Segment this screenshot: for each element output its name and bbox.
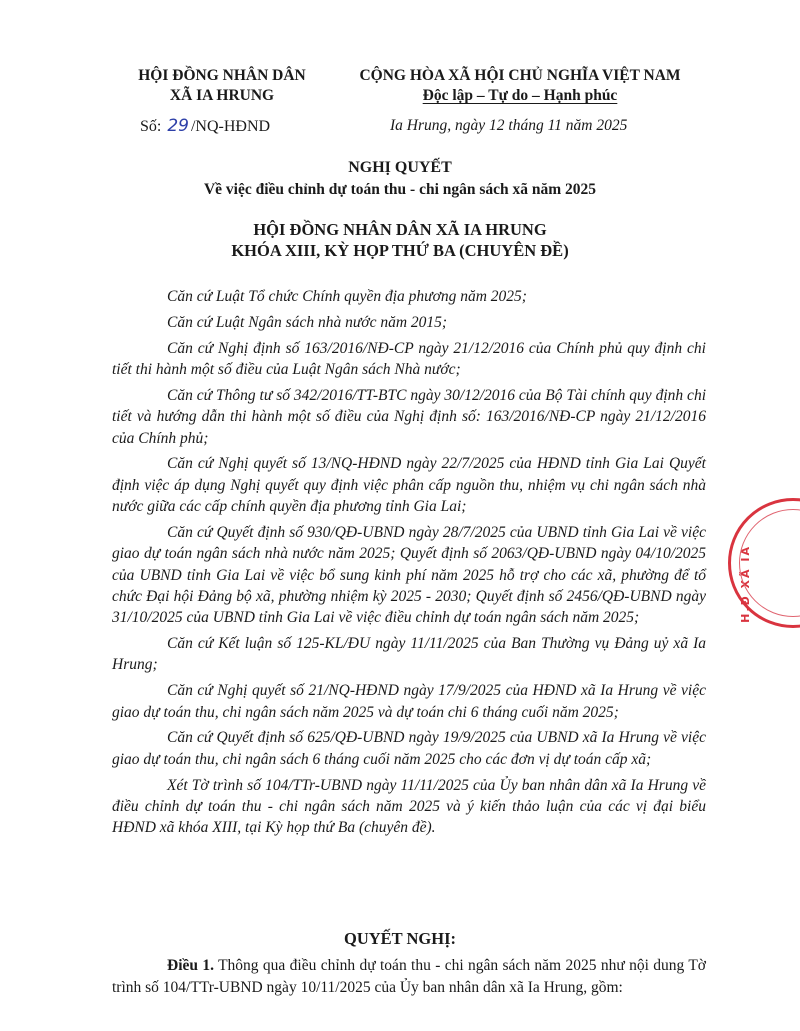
article-1 [112, 955, 706, 998]
council-name: HỘI ĐỒNG NHÂN DÂN XÃ IA HRUNG [253, 220, 547, 239]
legal-basis-item: Căn cứ Nghị quyết số 21/NQ-HĐND ngày 17/9/2025 của HĐND xã Ia Hrung về việc giao dự toán thu, chi ngân sách năm 2025 và dự toán chi 6 tháng cuối năm 2025; [112, 682, 706, 721]
document-number-prefix: Số: [140, 118, 162, 135]
document-number-handwritten: 29 [167, 116, 189, 136]
national-motto: Độc lập – Tự do – Hạnh phúc [422, 87, 618, 104]
article-1-label: Điều 1. [167, 957, 214, 974]
article-1-text: Thông qua điều chỉnh dự toán thu - chi ngân sách năm 2025 như nội dung Tờ trình số 104/TTr-UBND ngày 10/11/2025 của Ủy ban nhân dân xã Ia Hrung, gồm: [112, 957, 707, 996]
national-header [330, 66, 710, 106]
document-date: Ia Hrung, ngày 12 tháng 11 năm 2025 [390, 117, 628, 134]
legal-basis-item: Căn cứ Quyết định số 930/QĐ-UBND ngày 28/7/2025 của UBND tỉnh Gia Lai về việc giao dự toán ngân sách nhà nước năm 2025; Quyết định số 2063/QĐ-UBND ngày 04/10/2025 của UBND tỉnh Gia Lai về việc bổ sung kinh phí năm 2025 hỗ trợ cho các xã, phường để tổ chức Đại hội Đảng bộ xã, phường nhiệm kỳ 2025 - 2030; Quyết định số 2456/QĐ-UBND ngày 31/10/2025 của UBND tỉnh Gia Lai về việc điều chỉnh dự toán ngân sách năm 2025; [112, 523, 706, 627]
council-title [0, 219, 800, 261]
legal-basis-item: Căn cứ Nghị quyết số 13/NQ-HĐND ngày 22/7/2025 của HĐND tỉnh Gia Lai Quyết định việc áp dụng Nghị quyết quy định việc phân cấp nguồn thu, nhiệm vụ chi ngân sách nhà nước giữa các cấp chính quyền địa phương tỉnh Gia Lai; [112, 455, 706, 516]
national-name: CỘNG HÒA XÃ HỘI CHỦ NGHĨA VIỆT NAM [359, 67, 681, 84]
council-session: KHÓA XIII, KỲ HỌP THỨ BA (CHUYÊN ĐỀ) [231, 241, 569, 260]
legal-basis-item: Căn cứ Quyết định số 625/QĐ-UBND ngày 19/9/2025 của UBND xã Ia Hrung về việc giao dự toán thu, chi ngân sách 6 tháng cuối năm 2025 cho các đơn vị dự toán cấp xã; [112, 729, 706, 768]
document-number [140, 116, 270, 136]
legal-basis-item: Căn cứ Kết luận số 125-KL/ĐU ngày 11/11/2025 của Ban Thường vụ Đảng uỷ xã Ia Hrung; [112, 635, 706, 674]
seal-text: H.Đ XÃ IA [739, 545, 752, 623]
document-number-suffix: /NQ-HĐND [190, 118, 271, 135]
legal-basis-item: Xét Tờ trình số 104/TTr-UBND ngày 11/11/2025 của Ủy ban nhân dân xã Ia Hrung về điều chỉnh dự toán thu - chi ngân sách năm 2025 và ý kiến thảo luận của các vị đại biểu HĐND xã khóa XIII, tại Kỳ họp thứ Ba (chuyên đề). [112, 776, 706, 837]
legal-basis-item: Căn cứ Nghị định số 163/2016/NĐ-CP ngày 21/12/2016 của Chính phủ quy định chi tiết thi hành một số điều của Luật Ngân sách Nhà nước; [112, 339, 706, 379]
issuer-header [112, 66, 332, 106]
legal-basis-item: Căn cứ Thông tư số 342/2016/TT-BTC ngày 30/12/2016 của Bộ Tài chính quy định chi tiết và hướng dẫn thi hành một số điều của Nghị định số: 163/2016/NĐ-CP ngày 21/12/2016 của Chính phủ; [112, 386, 706, 447]
document-type: NGHỊ QUYẾT [348, 159, 452, 176]
document-subject: Về việc điều chỉnh dự toán thu - chi ngân sách xã năm 2025 [203, 181, 597, 198]
decision-heading: QUYẾT NGHỊ: [343, 929, 456, 948]
legal-bases [112, 286, 706, 843]
legal-basis-item: Căn cứ Luật Ngân sách nhà nước năm 2015; [167, 313, 448, 331]
official-seal [728, 498, 800, 628]
issuer-commune: XÃ IA HRUNG [169, 87, 275, 104]
legal-basis-item: Căn cứ Luật Tổ chức Chính quyền địa phương năm 2025; [167, 288, 527, 305]
issuer-council: HỘI ĐỒNG NHÂN DÂN [138, 67, 306, 84]
